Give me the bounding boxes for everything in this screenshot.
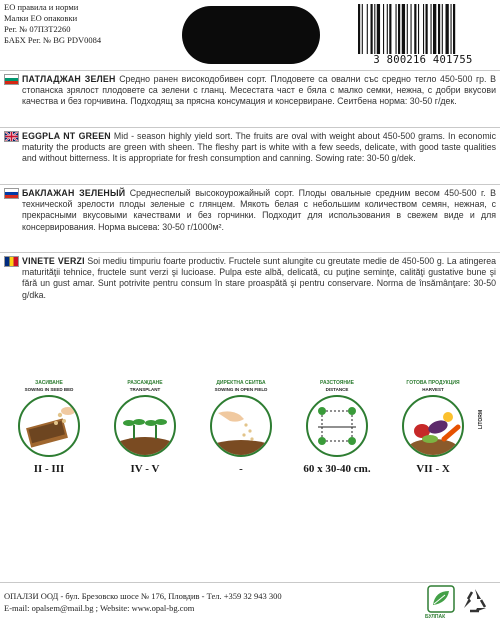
variety-title: ПАТЛАДЖАН ЗЕЛЕН: [22, 74, 116, 84]
step-sublabel: SOWING IN SEED BED: [24, 387, 74, 392]
step-sublabel: TRANSPLANT: [129, 387, 161, 392]
step-label: РАЗСТОЯНИЕ: [320, 380, 354, 386]
company-web-email: E-mail: opalsem@mail.bg ; Website: www.opal-bg.com: [4, 603, 195, 613]
variety-title: EGGPLA NT GREEN: [22, 131, 111, 141]
step-months: -: [239, 463, 243, 475]
divider: [0, 184, 500, 185]
variety-description: Soi mediu timpuriu foarte productiv. Fructele sunt alungite cu greutate medie de 450-500 g. La atingerea maturităţii tehnice, fructele sunt verzi şi lucioase. Pulpa este albă, delicată, cu puţine seminţe, calităţi gustative bune şi fără un gust amar. Sunt potrivite pentru consum în stare proaspătă şi pentru conservare. Norma de însămânţare: 30-50 g/dka.: [22, 256, 496, 300]
step-label: ЗАСИВАНЕ: [35, 380, 63, 386]
description-russian: [4, 188, 496, 233]
spacing-icon: [306, 395, 368, 457]
recycle-icon: [460, 586, 490, 616]
uk-flag-icon: [4, 131, 19, 142]
divider: [0, 582, 500, 583]
step-label: ГОТОВА ПРОДУКЦИЯ: [406, 380, 460, 386]
description-romanian: [4, 256, 496, 301]
barcode-digits: 3 800216 401755: [348, 54, 498, 66]
step-sublabel: HARVEST: [422, 387, 444, 392]
step-sublabel: SOWING IN OPEN FIELD: [214, 387, 268, 392]
hang-hole: [182, 6, 320, 64]
divider: [0, 70, 500, 71]
step-label: РАЗСАЖДАНЕ: [127, 380, 163, 386]
header-line: Рег. № 07ПЗТ2260: [4, 24, 71, 34]
variety-description: Среднеспелый высокоурожайный сорт. Плоды овальные средним весом 450-500 г. В технической зрелости плоды зеленые с глянцем. Мякоть белая с небольшим количеством семян, нежная, с прекрасными вкусовыми качествами и без горчинки. Подходит для использования в свежем виде и для консервирования. Норма высева: 30-50 г/1000м².: [22, 188, 496, 232]
divider: [0, 252, 500, 253]
step-months: 60 x 30-40 cm.: [303, 463, 371, 475]
divider: [0, 127, 500, 128]
description-bulgarian: [4, 74, 496, 108]
step-distance: [298, 380, 376, 490]
variety-title: VINETE VERZI: [22, 256, 85, 266]
step-months: VII - X: [416, 463, 450, 475]
header-line: ЕО правила и норми: [4, 2, 79, 12]
step-months: IV - V: [130, 463, 160, 475]
step-direct-sowing: [202, 380, 280, 490]
step-harvest: [394, 380, 472, 490]
romanian-flag-icon: [4, 256, 19, 267]
header-line: Малки ЕО опаковки: [4, 13, 78, 23]
seedling-icon: [114, 395, 176, 457]
vegetables-icon: [402, 395, 464, 457]
description-english: [4, 131, 496, 165]
variety-description: Mid - season highly yield sort. The fruits are oval with weight about 450-500 grams. In economic maturity the products are green with sheen. The fleshy part is white with a few seeds, delicate, with good taste qualities and without bitterness. It is appropriate for fresh consumption and canning. Sowing rate: 30-50 g/dek.: [22, 131, 497, 164]
header-line: БАБХ Рег. № BG PDV0084: [4, 35, 102, 45]
bulgarian-flag-icon: [4, 74, 19, 85]
sowing-hand-icon: [210, 395, 272, 457]
company-contact: [4, 590, 424, 614]
step-sowing-seed-bed: [10, 380, 88, 490]
eco-word: БУЛПАК: [425, 614, 446, 620]
header-registration: [4, 2, 101, 46]
ltorm-mark: LITORM: [478, 410, 484, 430]
company-address: ОПАЛЗИ ООД - бул. Брезовско шосе № 176, Пловдив - Тел. +359 32 943 300: [4, 591, 282, 601]
growing-calendar: [10, 380, 490, 490]
russian-flag-icon: [4, 188, 19, 199]
step-label: ДИРЕКТНА СЕИТБА: [216, 380, 266, 386]
variety-description: Средно ранен високодобивен сорт. Плодовете са овални със средно тегло 450-500 гр. В стопанска зрялост плодовете са зелени с гланц. Месестата част е бяла с малко семки, нежна, с добри вкусови качества и без горчивина. Подходящ за прясна консумация и консервиране. Сеитбена норма: 30-50 г/дек.: [22, 74, 496, 107]
seed-tray-icon: [18, 395, 80, 457]
step-transplant: [106, 380, 184, 490]
variety-title: БАКЛАЖАН ЗЕЛЕНЫЙ: [22, 188, 126, 198]
step-sublabel: DISTANCE: [325, 387, 349, 392]
step-months: II - III: [33, 463, 65, 475]
